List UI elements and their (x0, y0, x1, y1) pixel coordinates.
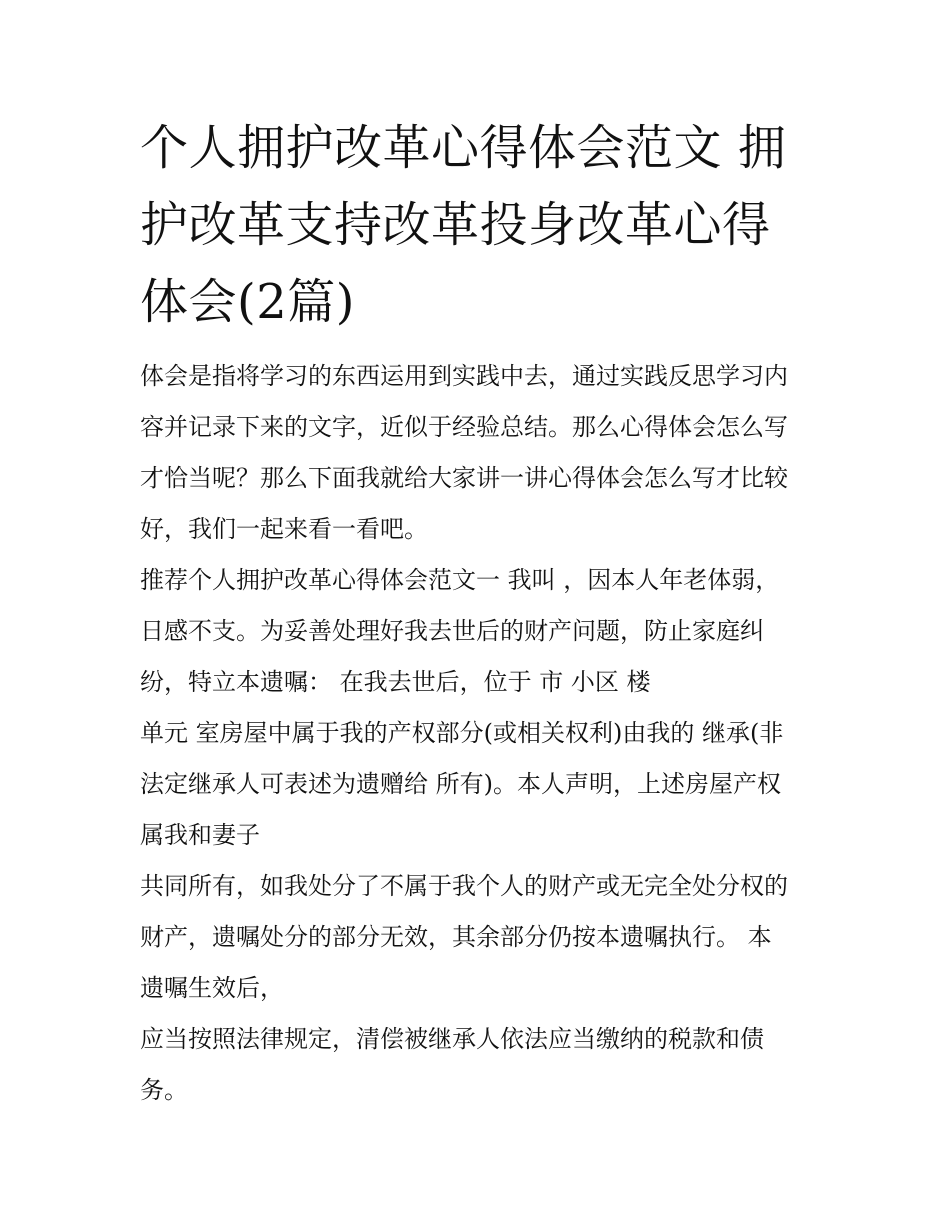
title-line: 体会(2篇) (140, 274, 355, 330)
paragraph-tax-debt (140, 1014, 812, 1116)
title-line: 护改革支持改革投身改革心得 (140, 197, 771, 253)
paragraph-joint-ownership (140, 861, 812, 1014)
paragraph-line: 好，我们一起来看一看吧。 (140, 515, 428, 543)
paragraph-will-opening (140, 555, 812, 708)
paragraph-line: 法定继承人可表述为遗赠给 所有)。本人声明，上述房屋产权 (140, 770, 781, 798)
paragraph-line: 务。 (140, 1076, 188, 1104)
paragraph-line: 单元 室房屋中属于我的产权部分(或相关权利)由我的 继承(非 (140, 719, 784, 747)
paragraph-line: 共同所有，如我处分了不属于我个人的财产或无完全处分权的 (140, 872, 788, 900)
document-content (140, 110, 812, 1116)
paragraph-line: 体会是指将学习的东西运用到实践中去，通过实践反思学习内 (140, 362, 788, 390)
paragraph-line: 应当按照法律规定，清偿被继承人依法应当缴纳的税款和债 (140, 1025, 764, 1053)
document-title (140, 110, 812, 341)
paragraph-line: 纷，特立本遗嘱： 在我去世后，位于 市 小区 楼 (140, 668, 651, 696)
paragraph-property-rights (140, 708, 812, 861)
paragraph-line: 推荐个人拥护改革心得体会范文一 我叫 ，因本人年老体弱， (140, 566, 780, 594)
title-line: 个人拥护改革心得体会范文 拥 (140, 120, 787, 176)
paragraph-line: 日感不支。为妥善处理好我去世后的财产问题，防止家庭纠 (140, 617, 764, 645)
paragraph-line: 财产，遗嘱处分的部分无效，其余部分仍按本遗嘱执行。 本 (140, 923, 772, 951)
paragraph-line: 容并记录下来的文字，近似于经验总结。那么心得体会怎么写 (140, 413, 788, 441)
paragraph-line: 属我和妻子 (140, 821, 260, 849)
paragraph-line: 遗嘱生效后， (140, 974, 284, 1002)
paragraph-line: 才恰当呢？那么下面我就给大家讲一讲心得体会怎么写才比较 (140, 464, 788, 492)
paragraph-intro (140, 351, 812, 555)
